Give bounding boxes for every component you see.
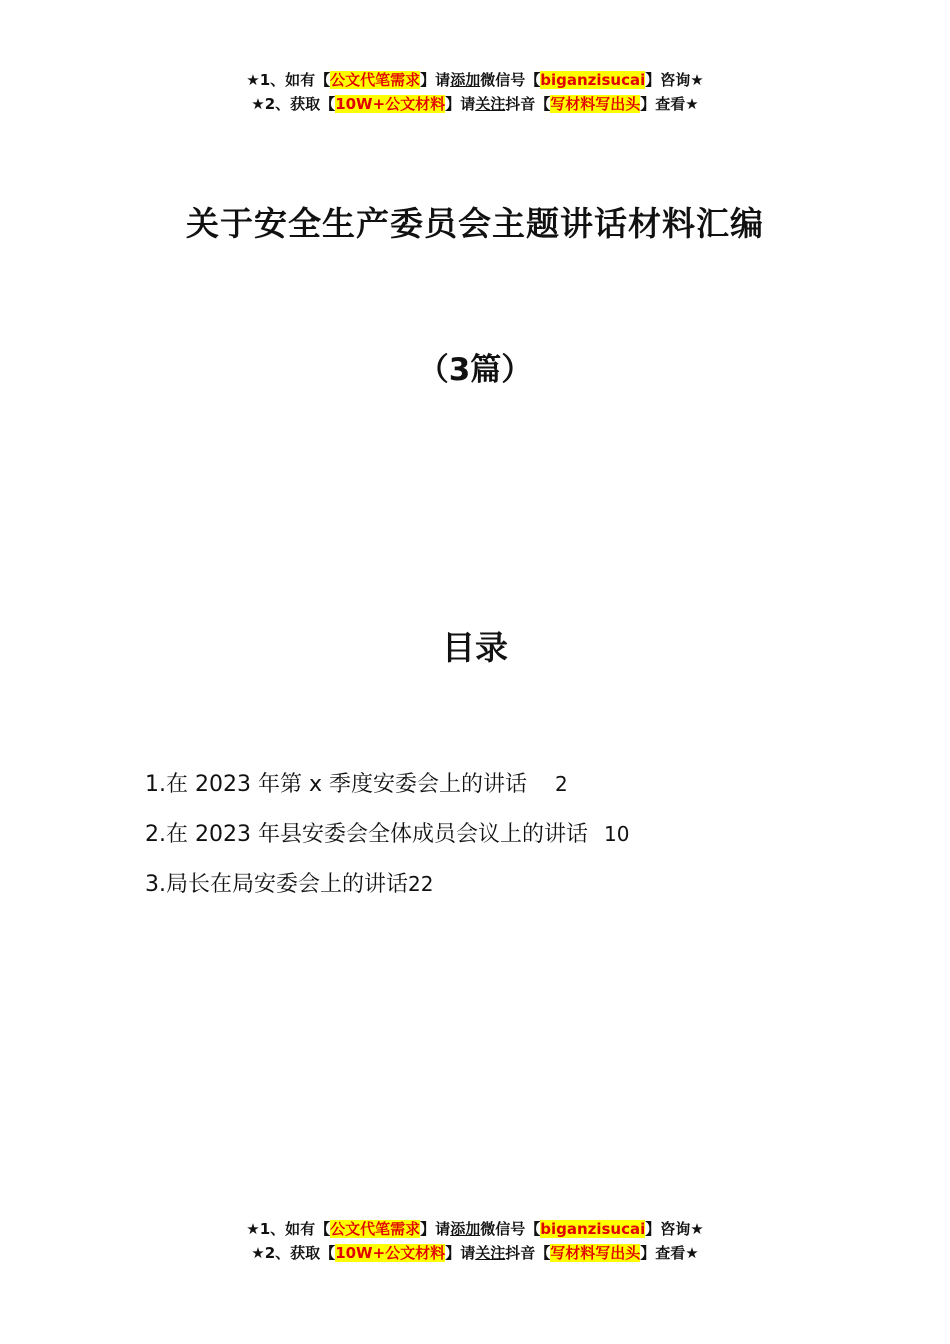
- document-title: 关于安全生产委员会主题讲话材料汇编: [186, 204, 764, 243]
- banner-text: 】请: [445, 95, 476, 113]
- banner-underline: 关注: [475, 1244, 506, 1262]
- banner-text: 】请: [420, 1220, 451, 1238]
- toc-item-text: 3.局长在局安委会上的讲话: [145, 872, 408, 897]
- banner-text: ★2、获取【: [251, 95, 336, 113]
- banner-line-1: [0, 1217, 950, 1241]
- banner-text: 】请: [420, 71, 451, 89]
- banner-line-2: [0, 1241, 950, 1265]
- footer-banner: [0, 1217, 950, 1265]
- banner-text: ★2、获取【: [251, 1244, 336, 1262]
- banner-text: 抖音【: [505, 95, 551, 113]
- banner-highlight: 10W+公文材料: [335, 95, 446, 113]
- banner-underline: 添加: [450, 71, 481, 89]
- banner-highlight: 公文代笔需求: [330, 71, 421, 89]
- toc-item-3[interactable]: [145, 864, 629, 914]
- banner-line-1: [0, 68, 950, 92]
- banner-line-2: [0, 92, 950, 116]
- toc-item-text: 2.在 2023 年县安委会全体成员会议上的讲话: [145, 822, 588, 847]
- toc-page-number: 2: [554, 772, 568, 796]
- toc-item-1[interactable]: [145, 764, 629, 814]
- banner-text: 】咨询★: [645, 1220, 704, 1238]
- banner-highlight: 10W+公文材料: [335, 1244, 446, 1262]
- banner-highlight: biganzisucai: [540, 71, 646, 89]
- banner-text: 抖音【: [505, 1244, 551, 1262]
- toc-item-text: 1.在 2023 年第 x 季度安委会上的讲话: [145, 772, 527, 797]
- toc-page-number: 10: [603, 822, 630, 846]
- banner-text: ★1、如有【: [246, 1220, 331, 1238]
- banner-highlight: 写材料写出头: [550, 95, 641, 113]
- toc-heading: 目录: [442, 628, 508, 667]
- toc-page-number: 22: [408, 872, 434, 896]
- banner-text: 】请: [445, 1244, 476, 1262]
- banner-text: ★1、如有【: [246, 71, 331, 89]
- banner-highlight: 公文代笔需求: [330, 1220, 421, 1238]
- header-banner: [0, 68, 950, 116]
- banner-underline: 关注: [475, 95, 506, 113]
- document-subtitle: （3篇）: [417, 352, 533, 388]
- table-of-contents: [145, 764, 629, 914]
- banner-highlight: biganzisucai: [540, 1220, 646, 1238]
- banner-text: 】查看★: [640, 95, 699, 113]
- banner-underline: 添加: [450, 1220, 481, 1238]
- banner-text: 】咨询★: [645, 71, 704, 89]
- banner-text: 微信号【: [480, 71, 541, 89]
- banner-text: 】查看★: [640, 1244, 699, 1262]
- banner-highlight: 写材料写出头: [550, 1244, 641, 1262]
- toc-item-2[interactable]: [145, 814, 629, 864]
- banner-text: 微信号【: [480, 1220, 541, 1238]
